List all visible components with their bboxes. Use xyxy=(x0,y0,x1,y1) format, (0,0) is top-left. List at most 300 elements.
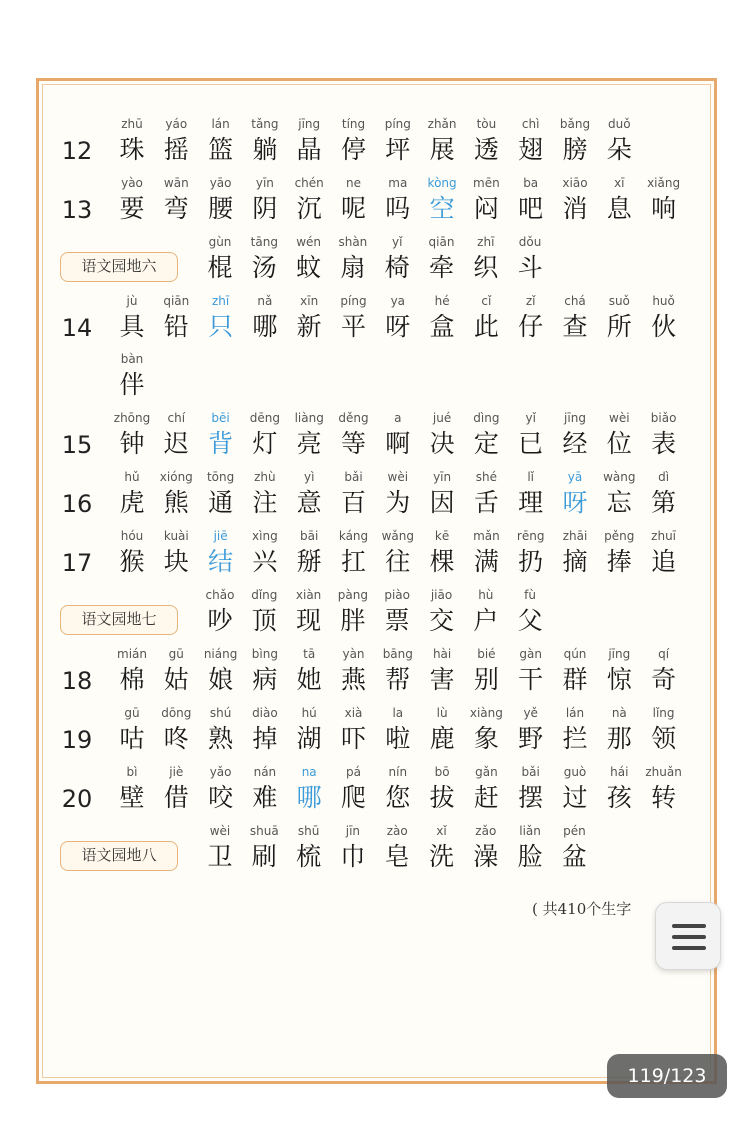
hanzi: 兴 xyxy=(252,547,278,576)
character-entry xyxy=(287,174,331,226)
hanzi: 摘 xyxy=(562,547,588,576)
hanzi: 椅 xyxy=(384,253,410,282)
hanzi: 第 xyxy=(651,488,677,517)
hanzi: 灯 xyxy=(252,429,278,458)
hanzi: 帮 xyxy=(385,665,411,694)
character-entry xyxy=(420,763,464,815)
character-entry xyxy=(464,586,508,638)
hanzi: 壁 xyxy=(119,783,145,812)
character-entry xyxy=(243,174,287,226)
character-entry xyxy=(509,527,553,579)
character-entry xyxy=(287,586,331,638)
hanzi: 盆 xyxy=(561,842,587,871)
pinyin: xìng xyxy=(252,529,278,543)
pinyin: pá xyxy=(346,765,361,779)
hanzi: 脸 xyxy=(517,842,543,871)
character-entry xyxy=(287,115,331,167)
pinyin: jué xyxy=(432,411,452,425)
pinyin: káng xyxy=(338,529,369,543)
hanzi: 坪 xyxy=(385,135,411,164)
character-entry xyxy=(332,704,376,756)
hanzi: 领 xyxy=(651,724,677,753)
pinyin: pěng xyxy=(604,529,635,543)
hanzi: 拦 xyxy=(562,724,588,753)
pinyin: shuā xyxy=(249,824,279,838)
character-entry xyxy=(154,174,198,226)
pinyin: qiān xyxy=(428,235,455,249)
hanzi: 梳 xyxy=(296,842,322,871)
pinyin: mián xyxy=(117,647,147,661)
character-entry xyxy=(642,292,686,344)
character-entry xyxy=(110,292,154,344)
pinyin: yǎo xyxy=(209,765,232,779)
hanzi: 惊 xyxy=(606,665,632,694)
pinyin: yì xyxy=(303,470,315,484)
hanzi: 新 xyxy=(296,312,322,341)
hanzi: 仔 xyxy=(518,312,544,341)
pinyin: yào xyxy=(121,176,143,190)
character-entry xyxy=(597,292,641,344)
pinyin: qiān xyxy=(163,294,190,308)
hanzi: 沉 xyxy=(296,194,322,223)
section-row xyxy=(0,586,747,644)
pinyin: niáng xyxy=(203,647,238,661)
pinyin: diào xyxy=(252,706,278,720)
pinyin: zhāi xyxy=(562,529,588,543)
character-entry xyxy=(199,645,243,697)
character-entry xyxy=(199,292,243,344)
pinyin: shàn xyxy=(338,235,368,249)
character-entry xyxy=(464,233,508,285)
character-entry xyxy=(553,527,597,579)
section-tag: 语文园地七 xyxy=(60,605,178,635)
hanzi: 伴 xyxy=(119,370,145,399)
pinyin: ba xyxy=(523,176,539,190)
character-entry xyxy=(331,233,375,285)
hanzi: 刷 xyxy=(251,842,277,871)
pinyin: tǎng xyxy=(251,117,279,131)
character-entry xyxy=(508,233,552,285)
lesson-number: 12 xyxy=(61,137,93,165)
hanzi: 意 xyxy=(296,488,322,517)
pinyin: hái xyxy=(610,765,629,779)
character-entry xyxy=(376,704,420,756)
pinyin: cǐ xyxy=(481,294,492,308)
pinyin: gàn xyxy=(519,647,542,661)
pinyin: yīn xyxy=(433,470,452,484)
hanzi: 伙 xyxy=(651,312,677,341)
character-entry xyxy=(110,527,154,579)
pinyin: dì xyxy=(658,470,670,484)
character-entry xyxy=(243,645,287,697)
hanzi: 具 xyxy=(119,312,145,341)
pinyin: hù xyxy=(478,588,494,602)
pinyin: xīn xyxy=(300,294,319,308)
hanzi: 燕 xyxy=(340,665,366,694)
pinyin: zhù xyxy=(254,470,276,484)
pinyin: nán xyxy=(253,765,277,779)
hamburger-menu-icon-bar xyxy=(672,946,706,950)
hanzi: 朵 xyxy=(606,135,632,164)
pinyin: zǎo xyxy=(475,824,497,838)
character-entry xyxy=(553,763,597,815)
character-entry xyxy=(199,704,243,756)
character-entry xyxy=(110,115,154,167)
hanzi: 展 xyxy=(429,135,455,164)
pinyin: zhī xyxy=(477,235,495,249)
character-entry xyxy=(464,409,508,461)
character-entry xyxy=(553,115,597,167)
hanzi: 鹿 xyxy=(429,724,455,753)
character-entry xyxy=(508,822,552,874)
pinyin: dǐng xyxy=(251,588,278,602)
lesson-row xyxy=(0,645,747,703)
pinyin: zhī xyxy=(211,294,230,308)
pinyin: qún xyxy=(563,647,587,661)
hanzi: 消 xyxy=(562,194,588,223)
character-entry xyxy=(199,763,243,815)
hamburger-menu-icon xyxy=(672,924,706,928)
pinyin: lù xyxy=(436,706,448,720)
character-entry xyxy=(464,468,508,520)
character-entry xyxy=(110,763,154,815)
pinyin: liǎn xyxy=(519,824,541,838)
character-entry xyxy=(642,409,686,461)
hamburger-menu-icon-bar xyxy=(672,935,706,939)
hanzi: 弯 xyxy=(163,194,189,223)
pinyin: kē xyxy=(434,529,450,543)
pinyin: hóu xyxy=(120,529,144,543)
character-entry xyxy=(376,115,420,167)
lesson-number: 15 xyxy=(61,431,93,459)
pinyin: xiàn xyxy=(295,588,322,602)
pinyin: děng xyxy=(338,411,369,425)
character-entry xyxy=(242,233,286,285)
pinyin: bǎi xyxy=(521,765,540,779)
hanzi: 熟 xyxy=(208,724,234,753)
hanzi: 响 xyxy=(651,194,677,223)
pinyin: yīn xyxy=(255,176,274,190)
hanzi: 阴 xyxy=(252,194,278,223)
character-entry xyxy=(642,645,686,697)
hanzi: 背 xyxy=(208,429,234,458)
hanzi: 吓 xyxy=(340,724,366,753)
lesson-row xyxy=(0,468,747,526)
hanzi: 位 xyxy=(606,429,632,458)
character-entry xyxy=(597,468,641,520)
character-entry xyxy=(509,174,553,226)
hanzi: 啊 xyxy=(385,429,411,458)
hanzi: 那 xyxy=(606,724,632,753)
pinyin: kòng xyxy=(427,176,457,190)
character-entry xyxy=(375,822,419,874)
lesson-row xyxy=(0,527,747,585)
pinyin: ma xyxy=(388,176,408,190)
character-entry xyxy=(508,586,552,638)
character-entry xyxy=(642,174,686,226)
pinyin: nǎ xyxy=(257,294,273,308)
pinyin: guò xyxy=(563,765,587,779)
character-entry xyxy=(287,645,331,697)
hanzi: 理 xyxy=(518,488,544,517)
hanzi: 干 xyxy=(518,665,544,694)
character-entry xyxy=(332,763,376,815)
hanzi: 因 xyxy=(429,488,455,517)
lesson-row xyxy=(0,763,747,821)
hanzi: 过 xyxy=(562,783,588,812)
character-entry xyxy=(464,704,508,756)
pinyin: xiǎng xyxy=(647,176,681,190)
hanzi: 棵 xyxy=(429,547,455,576)
pinyin: nín xyxy=(388,765,408,779)
pinyin: nà xyxy=(611,706,627,720)
pinyin: yáo xyxy=(165,117,188,131)
pinyin: zhuī xyxy=(651,529,677,543)
character-entry xyxy=(509,645,553,697)
character-entry xyxy=(243,468,287,520)
lesson-row xyxy=(0,292,747,350)
character-entry xyxy=(332,527,376,579)
character-entry xyxy=(376,468,420,520)
pinyin: rēng xyxy=(516,529,545,543)
pinyin: jiāo xyxy=(430,588,453,602)
pinyin: zhǎn xyxy=(427,117,457,131)
hanzi: 呢 xyxy=(340,194,366,223)
hanzi: 吧 xyxy=(518,194,544,223)
character-entry xyxy=(420,115,464,167)
pinyin: la xyxy=(392,706,404,720)
hanzi: 透 xyxy=(473,135,499,164)
hanzi: 扔 xyxy=(518,547,544,576)
hanzi: 蚊 xyxy=(296,253,322,282)
character-entry xyxy=(420,233,464,285)
pinyin: jīng xyxy=(564,411,586,425)
hanzi: 澡 xyxy=(473,842,499,871)
character-entry xyxy=(243,527,287,579)
hanzi: 掉 xyxy=(252,724,278,753)
pinyin: duǒ xyxy=(608,117,631,131)
hanzi: 摇 xyxy=(163,135,189,164)
hanzi: 迟 xyxy=(163,429,189,458)
hanzi: 现 xyxy=(296,606,322,635)
character-entry xyxy=(242,822,286,874)
character-entry xyxy=(376,174,420,226)
character-entry xyxy=(642,527,686,579)
hanzi: 盒 xyxy=(429,312,455,341)
hanzi: 百 xyxy=(340,488,366,517)
hanzi: 吗 xyxy=(385,194,411,223)
character-entry xyxy=(464,527,508,579)
hanzi: 她 xyxy=(296,665,322,694)
hanzi: 借 xyxy=(163,783,189,812)
hamburger-menu-button[interactable] xyxy=(655,902,721,970)
hanzi: 害 xyxy=(429,665,455,694)
pinyin: xià xyxy=(344,706,363,720)
character-entry xyxy=(464,763,508,815)
pinyin: chá xyxy=(564,294,586,308)
hanzi: 孩 xyxy=(606,783,632,812)
pinyin: yāo xyxy=(209,176,232,190)
hanzi: 平 xyxy=(340,312,366,341)
pinyin: kuài xyxy=(163,529,189,543)
pinyin: yàn xyxy=(342,647,365,661)
character-entry xyxy=(154,527,198,579)
hanzi: 娘 xyxy=(208,665,234,694)
hanzi: 啦 xyxy=(385,724,411,753)
character-entry xyxy=(332,115,376,167)
character-entry xyxy=(287,527,331,579)
pinyin: dōng xyxy=(161,706,192,720)
hanzi: 钟 xyxy=(119,429,145,458)
character-entry xyxy=(332,174,376,226)
character-entry xyxy=(332,645,376,697)
pinyin: bǎng xyxy=(559,117,591,131)
pinyin: wān xyxy=(163,176,189,190)
hanzi: 停 xyxy=(340,135,366,164)
hanzi: 躺 xyxy=(252,135,278,164)
pinyin: jiè xyxy=(169,765,184,779)
pinyin: zhōng xyxy=(113,411,151,425)
hanzi: 息 xyxy=(606,194,632,223)
character-entry xyxy=(376,763,420,815)
pinyin: a xyxy=(394,411,402,425)
pinyin: gùn xyxy=(208,235,232,249)
character-entry xyxy=(420,586,464,638)
character-entry xyxy=(154,763,198,815)
lesson-number: 20 xyxy=(61,785,93,813)
pinyin: zhū xyxy=(121,117,143,131)
pinyin: lǐ xyxy=(527,470,535,484)
character-entry xyxy=(553,292,597,344)
character-entry xyxy=(376,292,420,344)
pinyin: gǎn xyxy=(475,765,498,779)
pinyin: lán xyxy=(565,706,585,720)
character-entry xyxy=(509,704,553,756)
hanzi: 膀 xyxy=(562,135,588,164)
character-entry xyxy=(464,115,508,167)
pinyin: hǔ xyxy=(124,470,140,484)
character-entry xyxy=(597,704,641,756)
hanzi: 闷 xyxy=(473,194,499,223)
pinyin: bié xyxy=(477,647,496,661)
hanzi: 等 xyxy=(340,429,366,458)
pinyin: jīng xyxy=(298,117,321,131)
character-entry xyxy=(199,409,243,461)
hanzi: 群 xyxy=(562,665,588,694)
character-entry xyxy=(110,704,154,756)
pinyin: bì xyxy=(126,765,138,779)
pinyin: xiāo xyxy=(562,176,588,190)
hanzi: 拔 xyxy=(429,783,455,812)
lesson-row xyxy=(0,704,747,762)
character-entry xyxy=(154,409,198,461)
character-entry xyxy=(287,292,331,344)
hanzi: 爬 xyxy=(340,783,366,812)
pinyin: shú xyxy=(209,706,232,720)
hanzi: 结 xyxy=(208,547,234,576)
hanzi: 吵 xyxy=(207,606,233,635)
character-entry xyxy=(375,233,419,285)
lesson-row xyxy=(0,115,747,173)
hanzi: 忘 xyxy=(606,488,632,517)
character-entry xyxy=(420,409,464,461)
pinyin: pàng xyxy=(337,588,368,602)
character-entry xyxy=(199,115,243,167)
character-entry xyxy=(243,115,287,167)
hanzi: 洗 xyxy=(428,842,454,871)
hanzi: 棉 xyxy=(119,665,145,694)
pinyin: wàng xyxy=(603,470,636,484)
hanzi: 空 xyxy=(429,194,455,223)
character-entry xyxy=(332,468,376,520)
hanzi: 珠 xyxy=(119,135,145,164)
hanzi: 虎 xyxy=(119,488,145,517)
character-entry xyxy=(110,409,154,461)
hanzi: 卫 xyxy=(207,842,233,871)
pinyin: bǎi xyxy=(344,470,363,484)
pinyin: biǎo xyxy=(650,411,677,425)
pinyin: mēn xyxy=(473,176,500,190)
pinyin: wèi xyxy=(387,470,409,484)
character-entry xyxy=(597,527,641,579)
character-entry xyxy=(553,704,597,756)
page-indicator: 119/123 xyxy=(607,1054,727,1098)
character-entry xyxy=(597,115,641,167)
pinyin: chǎo xyxy=(205,588,235,602)
pinyin: qí xyxy=(658,647,670,661)
pinyin: suǒ xyxy=(608,294,630,308)
character-entry xyxy=(464,292,508,344)
hanzi: 赶 xyxy=(473,783,499,812)
hanzi: 呀 xyxy=(385,312,411,341)
hanzi: 注 xyxy=(252,488,278,517)
lesson-row xyxy=(0,409,747,467)
hanzi: 扇 xyxy=(340,253,366,282)
section-tag: 语文园地八 xyxy=(60,841,178,871)
character-entry xyxy=(287,233,331,285)
pinyin: wǎng xyxy=(381,529,414,543)
character-entry xyxy=(110,468,154,520)
hanzi: 姑 xyxy=(163,665,189,694)
character-entry xyxy=(552,822,596,874)
pinyin: bàn xyxy=(120,352,144,366)
pinyin: wén xyxy=(296,235,321,249)
hanzi: 铅 xyxy=(163,312,189,341)
pinyin: zào xyxy=(386,824,408,838)
hanzi: 转 xyxy=(651,783,677,812)
character-entry xyxy=(243,704,287,756)
character-entry xyxy=(287,409,331,461)
character-entry xyxy=(509,409,553,461)
hanzi: 呀 xyxy=(562,488,588,517)
hanzi: 经 xyxy=(562,429,588,458)
hanzi: 亮 xyxy=(296,429,322,458)
hanzi: 织 xyxy=(473,253,499,282)
character-entry xyxy=(243,292,287,344)
hanzi: 您 xyxy=(385,783,411,812)
character-entry xyxy=(243,409,287,461)
character-entry xyxy=(154,292,198,344)
hanzi: 往 xyxy=(385,547,411,576)
hanzi: 篮 xyxy=(208,135,234,164)
pinyin: dēng xyxy=(249,411,280,425)
character-entry xyxy=(420,527,464,579)
character-entry xyxy=(154,115,198,167)
character-entry xyxy=(199,174,243,226)
character-entry xyxy=(154,645,198,697)
character-entry xyxy=(464,822,508,874)
pinyin: hú xyxy=(301,706,317,720)
